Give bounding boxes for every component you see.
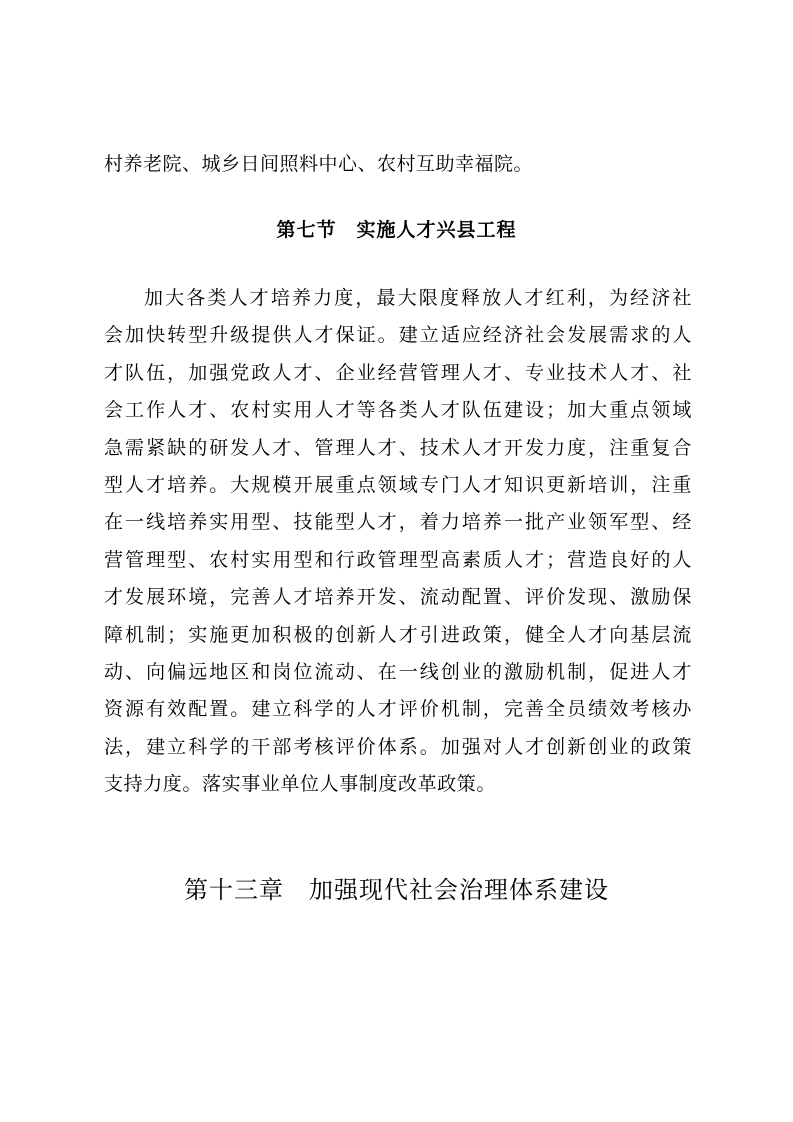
paragraph-line: 才发展环境，完善人才培养开发、流动配置、评价发现、激励保 bbox=[104, 586, 692, 609]
paragraph-line: 会加快转型升级提供人才保证。建立适应经济社会发展需求的人 bbox=[104, 324, 692, 347]
paragraph-line: 营管理型、农村实用型和行政管理型高素质人才；营造良好的人 bbox=[104, 548, 692, 571]
paragraph-line: 法，建立科学的干部考核评价体系。加强对人才创新创业的政策 bbox=[104, 735, 692, 758]
continued-paragraph-text: 村养老院、城乡日间照料中心、农村互助幸福院。 bbox=[104, 153, 534, 175]
paragraph-line: 才队伍，加强党政人才、企业经营管理人才、专业技术人才、社 bbox=[104, 361, 692, 384]
paragraph-line: 障机制；实施更加积极的创新人才引进政策，健全人才向基层流 bbox=[104, 623, 692, 646]
paragraph-line: 加大各类人才培养力度，最大限度释放人才红利，为经济社 bbox=[144, 287, 692, 309]
body-paragraph bbox=[104, 280, 692, 803]
paragraph-line: 动、向偏远地区和岗位流动、在一线创业的激励机制，促进人才 bbox=[104, 660, 692, 683]
paragraph-line: 会工作人才、农村实用人才等各类人才队伍建设；加大重点领域 bbox=[104, 399, 692, 422]
paragraph-line: 资源有效配置。建立科学的人才评价机制，完善全员绩效考核办 bbox=[104, 698, 692, 721]
paragraph-line: 在一线培养实用型、技能型人才，着力培养一批产业领军型、经 bbox=[104, 511, 692, 534]
paragraph-line: 型人才培养。大规模开展重点领域专门人才知识更新培训，注重 bbox=[104, 473, 692, 496]
paragraph-line: 急需紧缺的研发人才、管理人才、技术人才开发力度，注重复合 bbox=[104, 436, 692, 459]
paragraph-line: 支持力度。落实事业单位人事制度改革政策。 bbox=[104, 773, 497, 796]
chapter-heading: 第十三章 加强现代社会治理体系建设 bbox=[184, 876, 609, 904]
section-heading: 第七节 实施人才兴县工程 bbox=[276, 219, 517, 241]
